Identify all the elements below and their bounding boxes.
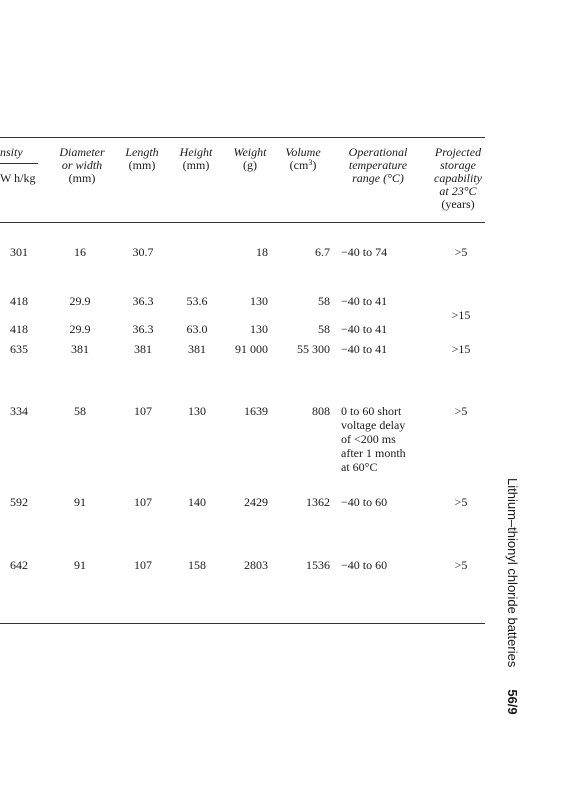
diameter-cell: 381 bbox=[71, 342, 89, 356]
volume-cell: 1536 bbox=[306, 558, 330, 572]
temp-cell: −40 to 60 bbox=[341, 558, 388, 572]
storage-cell: >5 bbox=[454, 404, 468, 418]
diameter-cell: 29.9 bbox=[69, 322, 91, 336]
volume-header: Volume $(cm^3)$ bbox=[285, 145, 321, 172]
length-cell: 107 bbox=[134, 495, 152, 509]
operational-header: Operational temperature range (°C) bbox=[348, 145, 408, 185]
density-subheader-rule bbox=[0, 163, 38, 164]
length-cell: 381 bbox=[134, 342, 152, 356]
density-cell: 642 bbox=[10, 558, 28, 572]
running-head bbox=[500, 478, 524, 718]
density-unit: W h/kg bbox=[0, 171, 36, 185]
volume-cell: 58 bbox=[318, 322, 330, 336]
weight-header: Weight (g) bbox=[233, 145, 267, 172]
running-head-title: Lithium–thionyl chloride batteries bbox=[505, 478, 520, 668]
weight-cell: 130 bbox=[250, 322, 268, 336]
weight-cell: 2429 bbox=[244, 495, 268, 509]
header-bottom-rule bbox=[0, 222, 485, 223]
diameter-cell: 29.9 bbox=[69, 294, 91, 308]
density-cell: 635 bbox=[10, 342, 28, 356]
density-cell: 418 bbox=[10, 294, 28, 308]
density-header: nsity bbox=[0, 145, 23, 159]
weight-cell: 130 bbox=[250, 294, 268, 308]
weight-cell: 2803 bbox=[244, 558, 268, 572]
length-cell: 107 bbox=[134, 558, 152, 572]
diameter-cell: 91 bbox=[74, 558, 86, 572]
diameter-header: Diameter or width (mm) bbox=[59, 145, 105, 185]
length-cell: 36.3 bbox=[132, 322, 154, 336]
table-top-rule bbox=[0, 137, 485, 138]
weight-cell: 91 000 bbox=[235, 342, 268, 356]
density-cell: 592 bbox=[10, 495, 28, 509]
merged-storage-cell: >15 bbox=[451, 308, 471, 322]
height-cell: 63.0 bbox=[186, 322, 208, 336]
storage-cell: >15 bbox=[451, 342, 471, 356]
height-cell: 158 bbox=[188, 558, 206, 572]
density-cell: 334 bbox=[10, 404, 28, 418]
weight-cell: 1639 bbox=[244, 404, 268, 418]
table-bottom-rule bbox=[0, 623, 485, 624]
volume-cell: 808 bbox=[312, 404, 330, 418]
length-cell: 30.7 bbox=[132, 245, 154, 259]
density-cell: 301 bbox=[10, 245, 28, 259]
storage-cell: >5 bbox=[454, 495, 468, 509]
height-cell: 140 bbox=[188, 495, 206, 509]
height-cell: 381 bbox=[188, 342, 206, 356]
temp-cell: −40 to 74 bbox=[341, 245, 388, 259]
density-cell: 418 bbox=[10, 322, 28, 336]
length-cell: 107 bbox=[134, 404, 152, 418]
length-header: Length (mm) bbox=[125, 145, 159, 172]
diameter-cell: 16 bbox=[74, 245, 86, 259]
weight-cell: 18 bbox=[256, 245, 268, 259]
height-cell: 53.6 bbox=[186, 294, 208, 308]
diameter-cell: 58 bbox=[74, 404, 86, 418]
projected-header: Projected storage capability at 23°C (years) bbox=[434, 145, 482, 211]
temp-cell: 0 to 60 short voltage delay of <200 ms after 1 month at 60°C bbox=[341, 404, 406, 474]
temp-cell: −40 to 41 bbox=[341, 322, 388, 336]
temp-cell: −40 to 60 bbox=[341, 495, 388, 509]
temp-cell: −40 to 41 bbox=[341, 342, 388, 356]
height-header: Height (mm) bbox=[179, 145, 213, 172]
storage-cell: >5 bbox=[454, 245, 468, 259]
volume-cell: 58 bbox=[318, 294, 330, 308]
volume-cell: 55 300 bbox=[297, 342, 330, 356]
volume-cell: 1362 bbox=[306, 495, 330, 509]
diameter-cell: 91 bbox=[74, 495, 86, 509]
height-cell: 130 bbox=[188, 404, 206, 418]
volume-cell: 6.7 bbox=[315, 245, 330, 259]
page-number: 56/9 bbox=[505, 689, 520, 715]
temp-cell: −40 to 41 bbox=[341, 294, 388, 308]
storage-cell: >5 bbox=[454, 558, 468, 572]
length-cell: 36.3 bbox=[132, 294, 154, 308]
